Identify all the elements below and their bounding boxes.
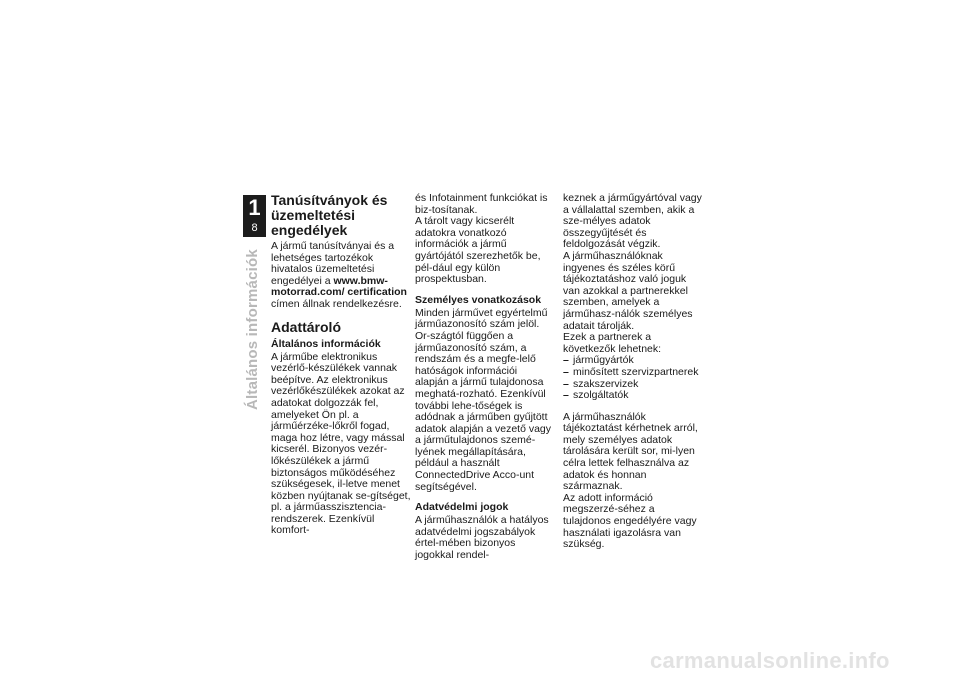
- paragraph: A járműhasználóknak ingyenes és széles körű tájékoztatáshoz való joguk van azokkal a partnerekkel szemben, amelyek a járműhasz-nálók személyes adatait tárolják.: [563, 249, 693, 332]
- paragraph: A járműhasználók tájékoztatást kérhetnek arról, mely személyes adatok tárolására került sor, mi-lyen célra lettek felhasználva az adatok és honnan származnak.: [563, 410, 698, 493]
- subheading-general: Általános információk: [271, 337, 381, 350]
- text-column-3: [563, 193, 705, 551]
- paragraph: A járműhasználók a hatályos adatvédelmi jogszabályok értel-mében bizonyos jogokkal rendel-: [415, 514, 549, 562]
- text-column-1: [271, 193, 411, 537]
- chapter-number: 1: [248, 195, 261, 220]
- partner-list: [563, 355, 705, 401]
- chapter-marker: [243, 195, 266, 237]
- certification-link[interactable]: www.bmw-motorrad.com/ certification: [271, 274, 407, 299]
- page-number: 8: [251, 222, 258, 234]
- list-item: – szakszervizek: [563, 379, 705, 391]
- subheading-personal: Személyes vonatkozások: [415, 293, 542, 306]
- paragraph: Ezek a partnerek a következők lehetnek:: [563, 331, 662, 355]
- watermark: carmanualsonline.info: [650, 648, 890, 673]
- paragraph: és Infotainment funkciókat is biz-tosítanak.: [415, 192, 548, 216]
- section-heading-data-storage: Adattároló: [271, 318, 341, 335]
- paragraph: A járműbe elektronikus vezérlő-készülékek vannak beépítve. Az elektronikus vezérlőkészülékek azokat az adatokat dolgozzák fel, amelyeket Ön pl. a járműérzéke-lőkről fogad, maga hoz létre, vagy mással kicserél. Bizonyos vezér-lőkészülékek a jármű biztonságos működéséhez szükségesek, il-letve menet közben nyújtanak se-gítséget, pl. a járműasszisztencia-rendszerek. Ezenkívül komfort-: [271, 350, 411, 537]
- text-column-2: [415, 193, 553, 562]
- paragraph: Az adott információ megszerzé-séhez a tulajdonos engedélyére vagy használati igazolásra van szükség.: [563, 491, 697, 551]
- subheading-privacy-rights: Adatvédelmi jogok: [415, 501, 509, 514]
- paragraph: A tárolt vagy kicserélt adatokra vonatkozó információk a jármű gyártójától szerezhetők be, pél-dául egy külön prospektusban.: [415, 215, 541, 286]
- list-item: – szolgáltatók: [563, 390, 705, 402]
- list-item: – járműgyártók: [563, 355, 705, 367]
- paragraph: Minden járművet egyértelmű járműazonosító szám jelöl. Or-szágtól függően a járműazonosító szám, a rendszám és a megfe-lelő hatóságok információi alapján a jármű tulajdonosa meghatá-rozható. Ezenkívül további lehe-tőségek is adódnak a járműben gyűjtött adatok alapján a vezető vagy a járműtulajdonos szemé-lyének megállapítására, például a használt ConnectedDrive Acco-unt segítségével.: [415, 306, 552, 493]
- chapter-side-label: Általános információk: [244, 249, 261, 410]
- list-item: – minősített szervizpartnerek: [563, 367, 705, 379]
- section-heading-certificates: Tanúsítványok és üzemeltetési engedélyek: [271, 192, 388, 238]
- paragraph: keznek a járműgyártóval vagy a vállalattal szemben, akik a sze-mélyes adatok összegyűjtését és feldolgozását végzik.: [563, 192, 702, 251]
- certificates-paragraph: A jármű tanúsítványai és a lehetséges tartozékok hivatalos üzemeltetési engedélyei a www.bmw-motorrad.com/ certification címen állnak rendelkezésre.: [271, 240, 407, 310]
